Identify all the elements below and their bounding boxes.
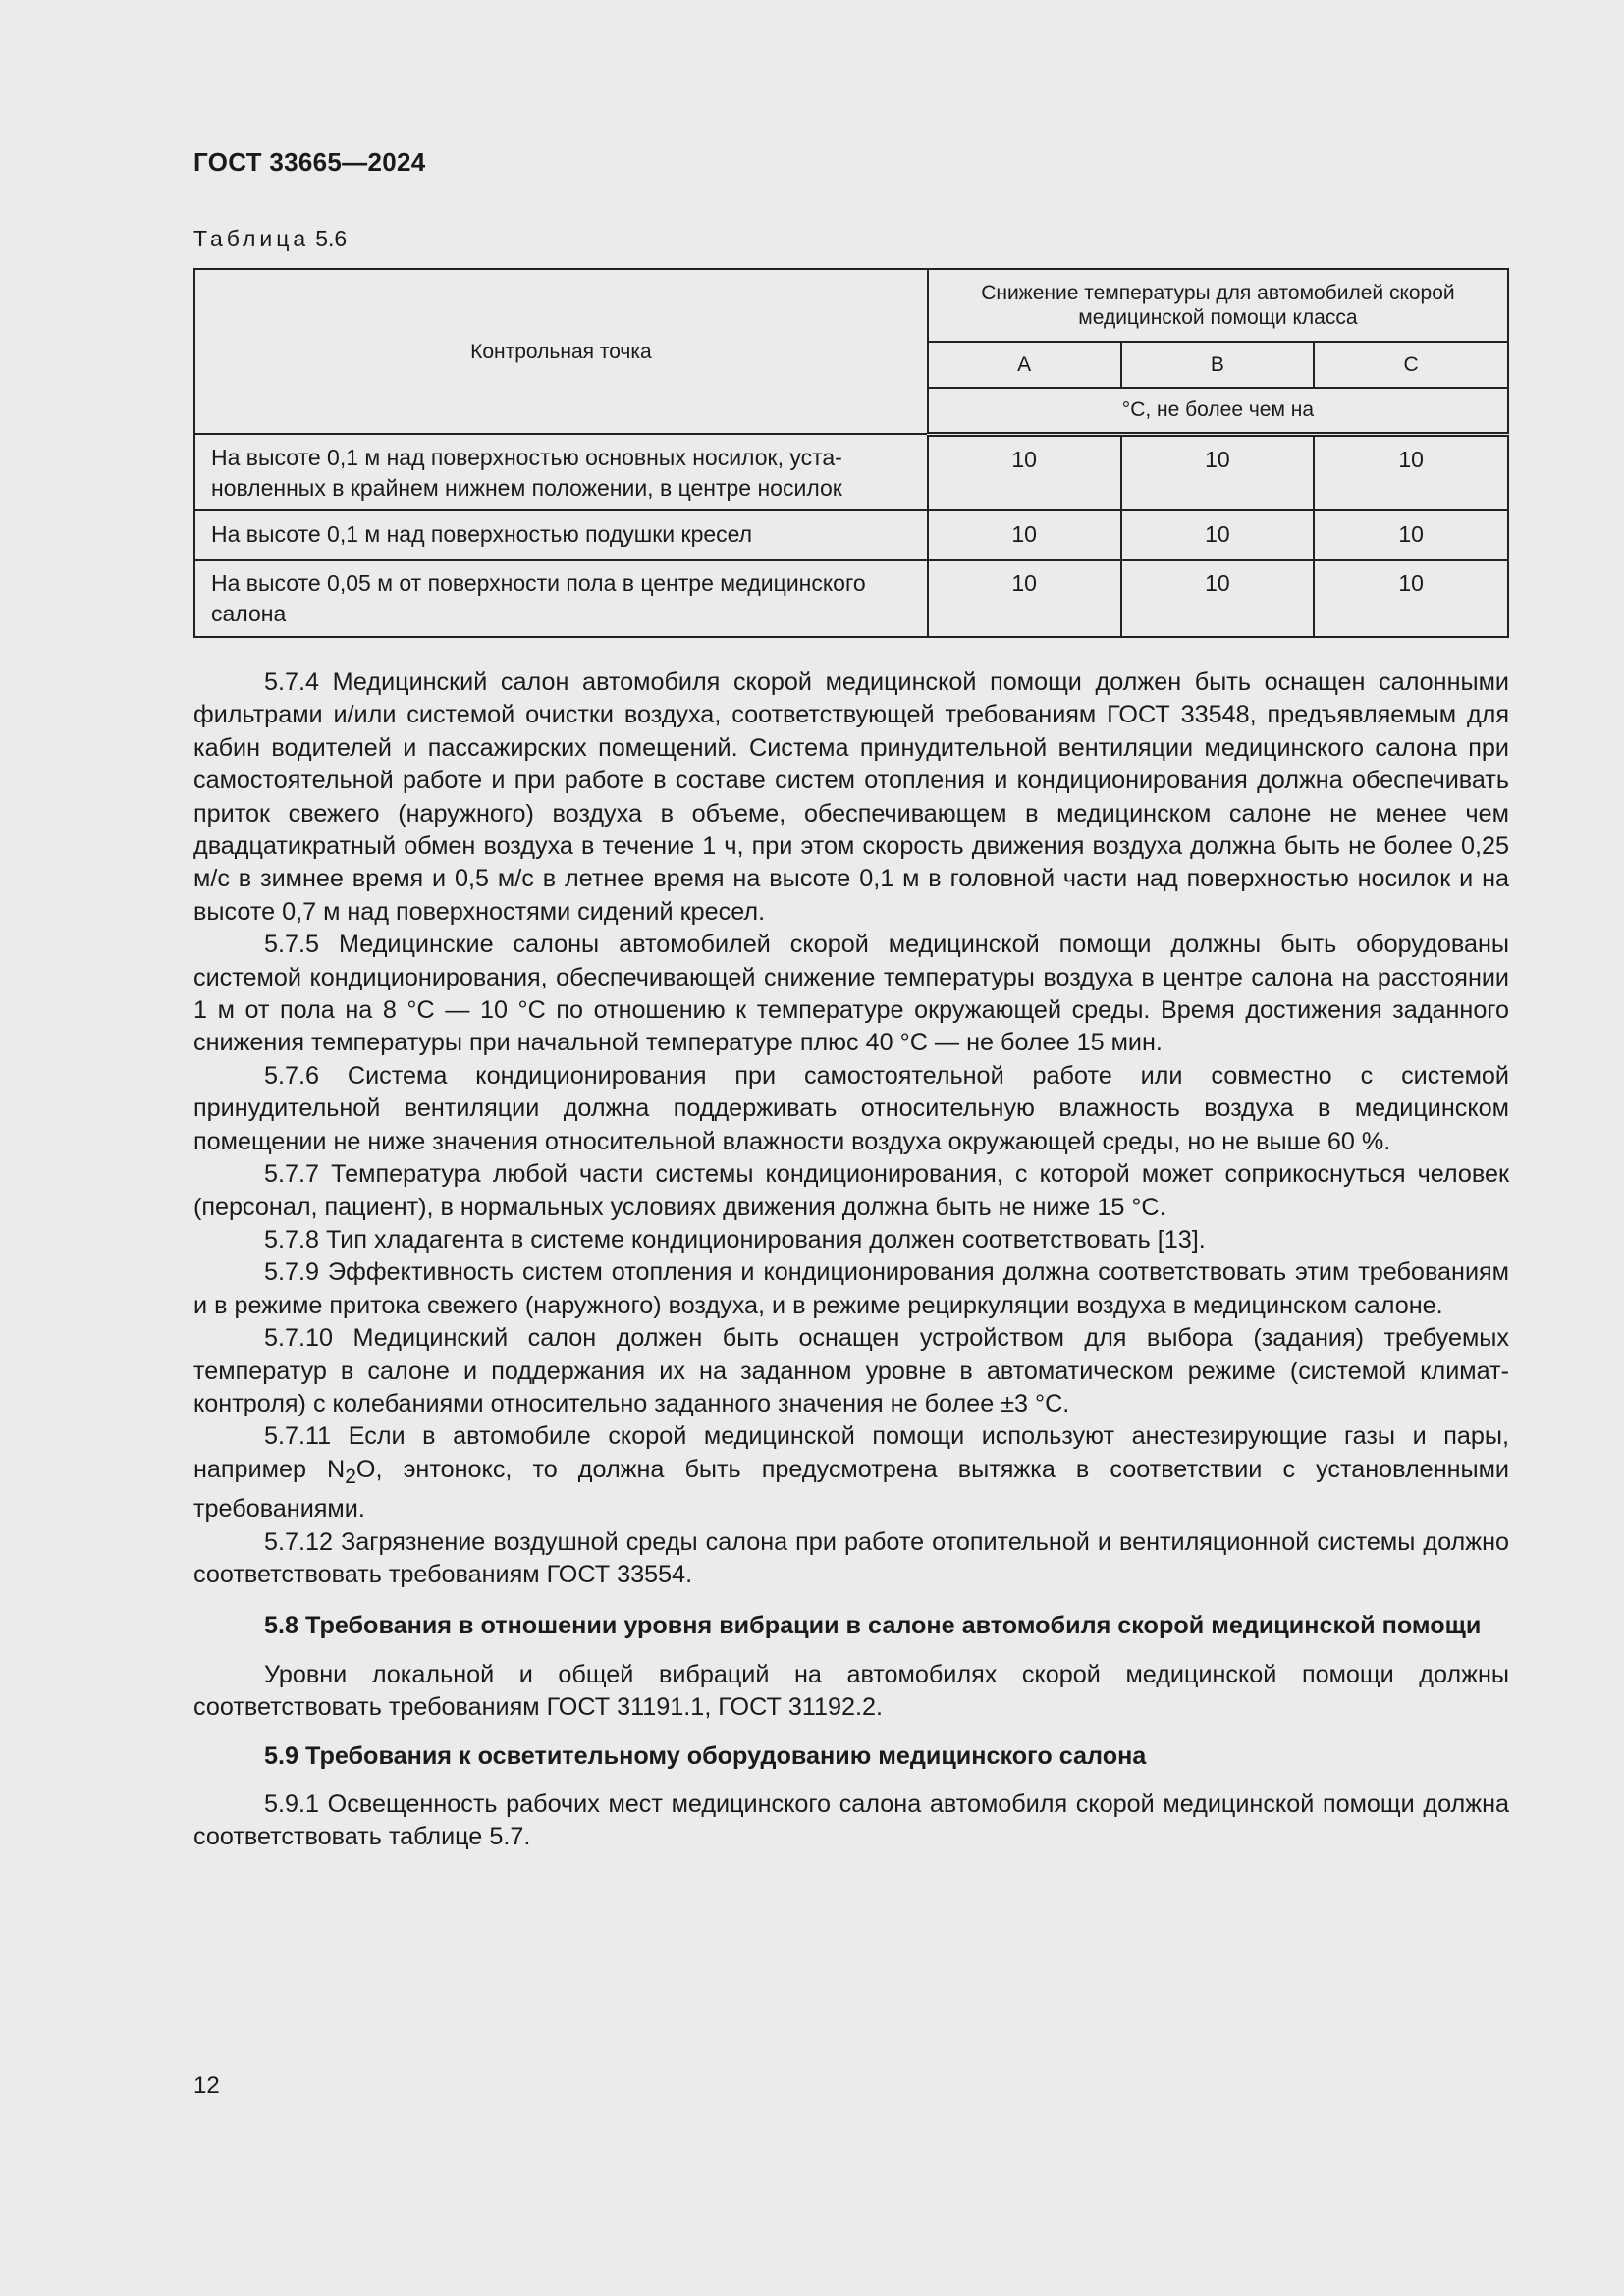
paragraph-5-7-11: 5.7.11 Если в автомобиле скорой медицинской помощи используют анестезирующие газы и пары, например $N_2O$, энтонокс, то должна быть предусмотрена вытяжка в соответствии с установленными требованиями. — [193, 1422, 1509, 1523]
paragraph-5-7-4: 5.7.4 Медицинский салон автомобиля скорой медицинской помощи должен быть оснащен салонными фильтрами и/или системой очистки воздуха, соответствующей требованиям ГОСТ 33548, предъявляемым для кабин водителей и пассажирских помещений. Система принудительной вентиляции медицинского салона при самостоятельной работе и при работе в составе систем отопления и кондиционирования должна обеспечивать приток свежего (наружного) воздуха в объеме, обеспечивающем в медицинском салоне не менее чем двадцатикратный обмен воздуха в течение 1 ч, при этом скорость движения воздуха должна быть не более 0,25 м/с в зимнее время и 0,5 м/с в летнее время на высоте 0,1 м в головной части над поверхностью носилок и на высоте 0,7 м над поверхностями сидений кресел. — [193, 668, 1509, 926]
paragraph-5-7-5: 5.7.5 Медицинские салоны автомобилей скорой медицинской помощи должны быть оборудованы системой кондиционирования, обеспечивающей снижение температуры воздуха в центре салона на расстоянии 1 м от пола на 8 °C — 10 °C по отношению к температуре окружающей среды. Время достижения заданного снижения температуры при начальной температуре плюс 40 °C — не более 15 мин. — [193, 931, 1509, 1057]
document-header: ГОСТ 33665—2024 — [193, 147, 426, 177]
paragraph-5-7-7: 5.7.7 Температура любой части системы кондиционирования, с которой может соприкоснуться человек (персонал, пациент), в нормальных условиях движения должна быть не ниже 15 °C. — [193, 1160, 1509, 1221]
cell-value: 10 — [928, 434, 1121, 510]
cell-value: 10 — [1121, 560, 1315, 637]
paragraph-5-7-12: 5.7.12 Загрязнение воздушной среды салона при работе отопительной и вентиляционной системы должно соответствовать требованиям ГОСТ 33554. — [193, 1527, 1509, 1588]
paragraph-5-9-1: 5.9.1 Освещенность рабочих мест медицинского салона автомобиля скорой медицинской помощи должна соответствовать таблице 5.7. — [193, 1790, 1509, 1851]
row-label: На высоте 0,1 м над поверхностью подушки кресел — [194, 510, 928, 560]
cell-value: 10 — [1121, 510, 1315, 560]
cell-value: 10 — [1314, 560, 1508, 637]
col-header-control-point: Контрольная точка — [194, 269, 928, 434]
cell-value: 10 — [1314, 510, 1508, 560]
body-text — [193, 667, 1509, 1854]
cell-value: 10 — [1121, 434, 1315, 510]
table-row — [194, 510, 1508, 560]
table-caption — [193, 226, 347, 252]
col-header-temperature-drop: Снижение температуры для автомобилей скорой медицинской помощи класса — [928, 269, 1508, 342]
paragraph-5-7-9: 5.7.9 Эффективность систем отопления и кондиционирования должна соответствовать этим требованиям и в режиме притока свежего (наружного) воздуха, и в режиме рециркуляции воздуха в медицинском салоне. — [193, 1258, 1509, 1319]
temperature-table — [193, 268, 1509, 638]
table-row — [194, 560, 1508, 637]
table-caption-word: Таблица — [193, 226, 310, 251]
section-heading-5-9: 5.9 Требования к осветительному оборудованию медицинского салона — [264, 1741, 1147, 1770]
cell-value: 10 — [928, 560, 1121, 637]
paragraph-5-7-6: 5.7.6 Система кондиционирования при самостоятельной работе или совместно с системой принудительной вентиляции должна поддерживать относительную влажность воздуха в медицинском помещении не ниже значения относительной влажности воздуха окружающей среды, но не выше 60 %. — [193, 1061, 1509, 1155]
cell-value: 10 — [928, 510, 1121, 560]
col-header-class-a: A — [928, 342, 1121, 388]
page-number: 12 — [193, 2072, 220, 2099]
row-label: На высоте 0,1 м над поверхностью основных носилок, уста-новленных в крайнем нижнем положении, в центре носилок — [194, 434, 928, 510]
paragraph-5-7-8: 5.7.8 Тип хладагента в системе кондиционирования должен соответствовать [13]. — [264, 1225, 1206, 1254]
col-header-unit: °C, не более чем на — [928, 388, 1508, 434]
row-label: На высоте 0,05 м от поверхности пола в центре медицинского салона — [194, 560, 928, 637]
cell-value: 10 — [1314, 434, 1508, 510]
col-header-class-c: C — [1314, 342, 1508, 388]
paragraph-5-8: Уровни локальной и общей вибраций на автомобилях скорой медицинской помощи должны соответствовать требованиям ГОСТ 31191.1, ГОСТ 31192.2. — [193, 1660, 1509, 1722]
paragraph-5-7-10: 5.7.10 Медицинский салон должен быть оснащен устройством для выбора (задания) требуемых температур в салоне и поддержания их на заданном уровне в автоматическом режиме (системой климат-контроля) с колебаниями относительно заданного значения не более ±3 °C. — [193, 1324, 1509, 1417]
table-row — [194, 434, 1508, 510]
col-header-class-b: B — [1121, 342, 1315, 388]
section-heading-5-8: 5.8 Требования в отношении уровня вибрации в салоне автомобиля скорой медицинской помощи — [264, 1612, 1482, 1640]
table-caption-number: 5.6 — [315, 226, 348, 251]
